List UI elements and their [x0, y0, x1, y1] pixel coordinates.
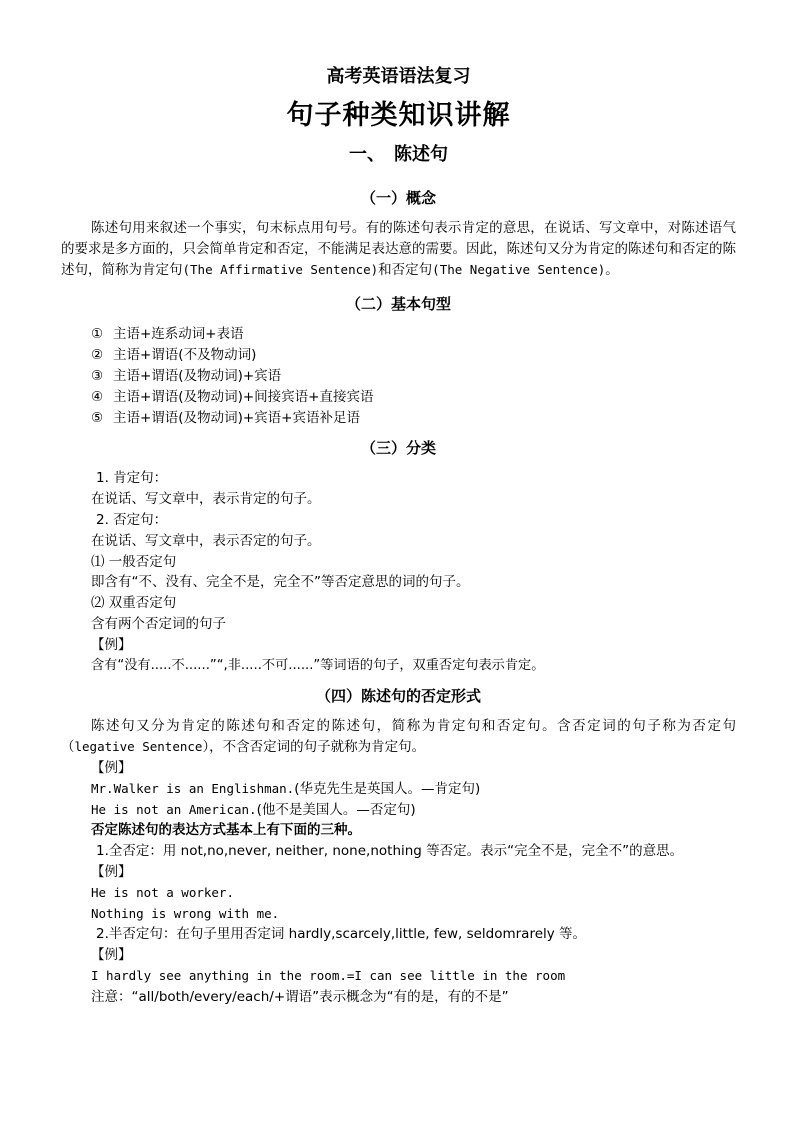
example-chinese: (华克先生是英国人。—肯定句)	[294, 780, 481, 797]
section-title: 一、 陈述句	[349, 144, 448, 165]
example-sentence	[61, 779, 736, 800]
negation-types-intro: 否定陈述句的表达方式基本上有下面的三种。	[91, 822, 361, 839]
example-chinese: (他不是美国人。—否定句)	[256, 801, 416, 818]
list-item-number: ②	[91, 347, 104, 364]
list-item-number: ④	[91, 388, 104, 405]
list-item-number: ③	[91, 367, 104, 384]
double-negative-label: ⑵ 双重否定句	[91, 595, 177, 612]
concept-heading: （一）概念	[360, 189, 436, 207]
negation-paragraph	[61, 716, 736, 758]
list-item-text: 主语+谓语(不及物动词)	[113, 347, 257, 364]
list-item	[61, 324, 736, 345]
top-title: 高考英语语法复习	[326, 66, 471, 87]
example-sentence	[61, 800, 736, 821]
list-item-text: 主语+谓语(及物动词)+宾语	[113, 367, 282, 384]
list-item-number: ①	[91, 326, 104, 343]
concept-paragraph	[61, 218, 736, 280]
classification-body	[61, 468, 736, 676]
negative-desc: 在说话、写文章中，表示否定的句子。	[91, 532, 321, 549]
example-sentence: I hardly see anything in the room.=I can see little in the room	[91, 967, 566, 983]
affirmative-label: 1. 肯定句：	[96, 470, 168, 487]
example-english: He is not an American.	[91, 801, 257, 817]
concept-text-b: (The Affirmative Sentence)	[182, 261, 379, 277]
concept-text-c: 和否定句	[378, 261, 433, 278]
negation-heading: （四）陈述句的否定形式	[315, 687, 481, 706]
list-item-text: 主语+谓语(及物动词)+间接宾语+直接宾语	[113, 388, 374, 405]
affirmative-desc: 在说话、写文章中，表示肯定的句子。	[91, 491, 321, 508]
concept-text-d: (The Negative Sentence)	[432, 261, 606, 277]
general-negative-desc: 即含有“不、没有、完全不是，完全不”等否定意思的词的句子。	[91, 574, 470, 591]
negation-text-b: legative Sentence	[74, 739, 203, 755]
example-label: 【例】	[91, 759, 132, 776]
example-english: Mr.Walker is an Englishman.	[91, 780, 295, 796]
example-sentence: He is not a worker.	[91, 884, 234, 900]
main-title: 句子种类知识讲解	[286, 100, 511, 131]
half-negation-desc: 2.半否定句：在句子里用否定词 hardly,scarcely,little, few, seldomrarely 等。	[96, 926, 587, 943]
list-item-text: 主语+连系动词+表语	[113, 326, 244, 343]
negation-text-a: 陈述句又分为肯定的陈述句和否定的陈述句，简称为肯定句和否定句。含否定词的句子称为否定句（	[61, 718, 736, 756]
general-negative-label: ⑴ 一般否定句	[91, 553, 177, 570]
negation-text-c: ），不含否定词的句子就称为肯定句。	[202, 739, 426, 756]
concept-text-a: 陈述句用来叙述一个事实，句末标点用句号。有的陈述句表示肯定的意思，在说话、写文章中，对陈述语气的要求是多方面的，只会简单肯定和否定，不能满足表达意的需要。因此，陈述句又分为肯定的陈述句和否定的陈述句，简称为肯定句	[61, 220, 736, 278]
patterns-heading: （二）基本句型	[345, 295, 451, 314]
full-negation-desc: 1.全否定：用 not,no,never, neither, none,nothing 等否定。表示“完全不是，完全不”的意思。	[96, 843, 684, 860]
note-text: 注意：“all/both/every/each/+谓语”表示概念为“有的是，有的不是”	[91, 988, 509, 1005]
negative-label: 2. 否定句：	[96, 511, 168, 528]
list-item	[61, 366, 736, 387]
example-label: 【例】	[91, 947, 132, 964]
document-page	[61, 60, 736, 1008]
classification-heading: （三）分类	[360, 439, 436, 458]
list-item	[61, 408, 736, 429]
list-item-number: ⑤	[91, 409, 104, 426]
list-item	[61, 387, 736, 408]
example-label: 【例】	[91, 863, 132, 880]
example-sentence: Nothing is wrong with me.	[91, 905, 280, 921]
double-negative-example: 含有“没有.....不......”“,非.....不可......”等词语的句子，双重否定句表示肯定。	[91, 657, 545, 673]
list-item	[61, 345, 736, 366]
double-negative-desc: 含有两个否定词的句子	[91, 615, 226, 632]
example-label: 【例】	[91, 636, 132, 653]
list-item-text: 主语+谓语(及物动词)+宾语+宾语补足语	[113, 409, 360, 426]
patterns-list	[61, 324, 736, 428]
concept-text-e: 。	[605, 261, 619, 278]
